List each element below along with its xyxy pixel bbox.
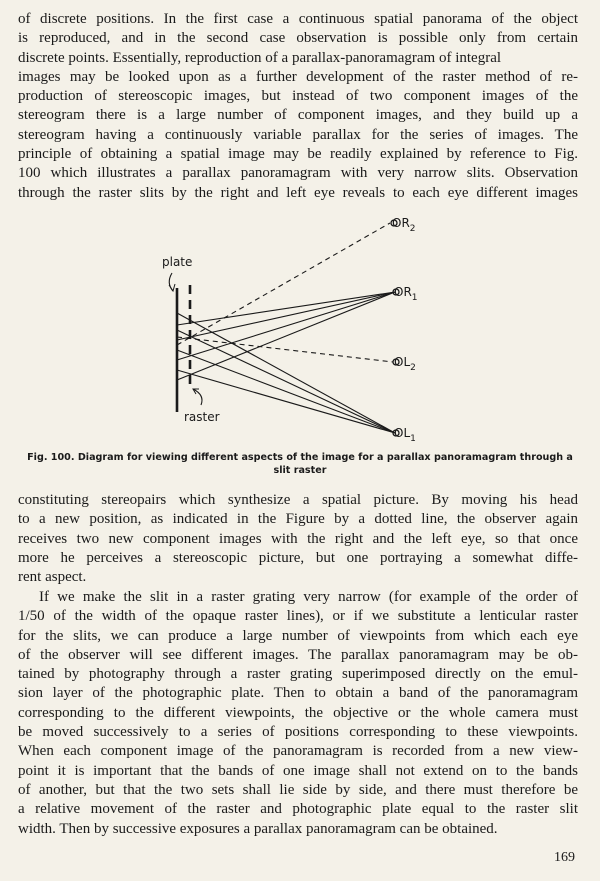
- text-line: width. Then by successive exposures a parallax panoramagram can be obtained.: [18, 820, 498, 837]
- label-ol1: $OL_1$: [394, 426, 416, 444]
- text-line: If we make the slit in a raster grating very narrow (for example of the order of: [39, 589, 578, 605]
- text-line: be moved successively to a series of positions corresponding to these viewpoints.: [18, 724, 578, 741]
- ray-lines-dashed: [177, 223, 393, 362]
- text-line: to a new position, as indicated in the Figure by a dotted line, the observer again: [18, 511, 578, 528]
- raster-viewing-diagram: [150, 205, 590, 445]
- label-raster: raster: [184, 410, 220, 424]
- text-line: stereogram having a continuously variable parallax for the series of images. The: [18, 126, 578, 143]
- text-line: tained by photography through a raster grating superimposed directly on the emul-: [18, 666, 578, 683]
- text-line: 100 which illustrates a parallax panoramagram with very narrow slits. Observation: [18, 165, 578, 182]
- text-line: stereogram there is a large number of component images, and they build up a: [18, 107, 578, 124]
- text-line: of discrete positions. In the first case a continuous spatial panorama of the object: [18, 11, 578, 27]
- label-ol2: $OL_2$: [394, 355, 416, 373]
- paragraph-bottom: [18, 588, 578, 839]
- text-line: constituting stereopairs which synthesize a spatial picture. By moving his head: [18, 492, 578, 508]
- text-line: a relative movement of the raster and photographic plate equal to the raster slit: [18, 801, 578, 818]
- text-line: for the slits, we can produce a large number of viewpoints from which each eye: [18, 627, 578, 644]
- text-line: images may be looked upon as a further development of the raster method of re-: [18, 68, 578, 85]
- page-number: 169: [554, 850, 575, 865]
- caption-line: slit raster: [273, 465, 327, 476]
- text-line: production of stereoscopic images, but instead of two component images of the: [18, 88, 578, 105]
- label-or1: $OR_1$: [394, 285, 418, 303]
- text-line: of another, but that the two sets shall lie side by side, and there must therefore be: [18, 781, 578, 798]
- text-line: principle of obtaining a spatial image may be readily explained by reference to Fig.: [18, 146, 578, 163]
- text-line: more he perceives a stereoscopic picture, but one portraying a somewhat diffe-: [18, 549, 578, 566]
- figure-100-diagram: [150, 205, 590, 445]
- text-line: rent aspect.: [18, 569, 87, 586]
- paragraph-mid: [18, 491, 578, 587]
- text-line: of the observer will see different images. The parallax panoramagram may be ob-: [18, 646, 578, 663]
- text-line: When each component image of the panoramagram is recorded from a new view-: [18, 743, 578, 760]
- label-or2: $OR_2$: [392, 216, 416, 234]
- caption-line: Fig. 100. Diagram for viewing different aspects of the image for a parallax panoramagram through a: [27, 452, 573, 463]
- text-line: sion layer of the photographic plate. Then to obtain a band of the panoramagram: [18, 685, 578, 702]
- text-line: point it is important that the bands of one image shall not extend on to the bands: [18, 762, 578, 779]
- paragraph-top: [18, 10, 578, 203]
- text-line: discrete points. Essentially, reproduction of a parallax-panoramagram of integral: [18, 49, 502, 66]
- text-line: corresponding to the different viewpoints, the objective or the whole camera must: [18, 704, 578, 721]
- text-line: receives two new component images with the right and the left eye, so that once: [18, 530, 578, 547]
- text-line: through the raster slits by the right and left eye reveals to each eye different images: [18, 184, 578, 201]
- label-plate: plate: [162, 255, 193, 269]
- text-line: is reproduced, and in the second case observation is possible only from certain: [18, 30, 578, 47]
- text-line: 1/50 of the width of the opaque raster lines), or if we substitute a lenticular raster: [18, 608, 578, 625]
- figure-caption: [14, 451, 586, 477]
